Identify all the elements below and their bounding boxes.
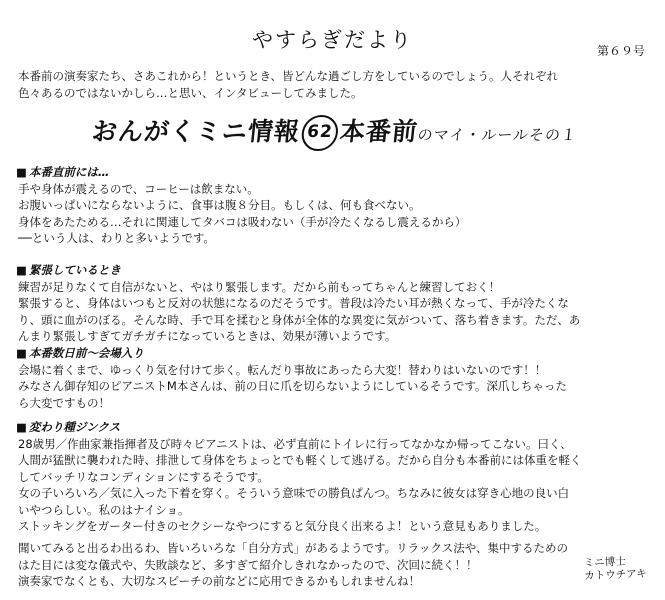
section-line: 28歳男／作曲家兼指揮者及び時々ピアニストは、必ず直前にトイレに行ってなかなか帰ってこない。曰く、 — [18, 436, 572, 451]
author-signature — [584, 555, 647, 583]
section-heading: ■ 緊張しているとき — [16, 263, 121, 277]
section-line: いやつらしい。私のはナイショ。 — [18, 502, 190, 517]
headline-prefix: おんがくミニ情報 — [90, 117, 302, 146]
section-line: 人間が猛獣に襲われた時、排泄して身体をちょっとでも軽くして逃げる。だから自分も本番前には体重を軽く — [18, 453, 582, 467]
signature-title: ミニ博士 — [583, 555, 627, 570]
section-line: ストッキングをガーター付きのセクシーなやつにすると気分良く出来るよ！という意見もありました。 — [18, 519, 547, 533]
headline-number-circle: 62 — [300, 115, 340, 151]
section-line: ら大変ですもの！ — [18, 395, 110, 410]
closing-line: 聞いてみると出るわ出るわ、皆いろいろな「自分方式」があるようです。リラックス法や、集中するための — [18, 541, 569, 555]
section-before-performance — [16, 164, 656, 247]
section-line: みなさん御存知のピアニストM本さんは、前の日に爪を切らないようにしているそうです。深爪しちゃった — [18, 379, 567, 393]
closing-paragraph — [16, 540, 656, 590]
feature-headline — [90, 112, 654, 151]
intro-line: 色々あるのではないかしら…と思い、インタビューしてみました。 — [18, 86, 363, 100]
section-jinx — [16, 419, 656, 535]
closing-line: 演奏家でなくとも、大切なスピーチの前などに応用できるかもしれませんね！ — [18, 574, 421, 588]
section-line: ──という人は、わりと多いようです。 — [18, 231, 215, 245]
intro-paragraph — [18, 68, 654, 102]
section-line: んまり緊張しすぎてガチガチになっているときは、効果が薄いようです。 — [18, 329, 397, 343]
section-line: してバッチリなコンディションにするそうです。 — [18, 469, 269, 484]
signature-name: カトウチアキ — [584, 567, 648, 583]
issue-number: 第６９号 — [596, 44, 645, 58]
closing-line: はた目には変な儀式や、失敗談など、多すぎて紹介しきれなかったので、次回に続く！！ — [18, 557, 478, 572]
section-heading: ■ 本番数日前～会場入り — [16, 346, 144, 360]
section-nervous — [16, 262, 656, 345]
section-line: 練習が足りなくて自信がないと、やはり緊張します。だから前もってちゃんと練習しておく！ — [18, 279, 501, 294]
section-line: 身体をあたためる…それに関連してタバコは吸わない（手が冷たくなるし震えるから） — [18, 214, 467, 229]
section-heading: ■ 本番直前には… — [16, 165, 110, 179]
section-days-before — [16, 345, 656, 411]
intro-line: 本番前の演奏家たち、さあこれから！というとき、皆どんな過ごし方をしているのでしょう。人それぞれ — [18, 69, 559, 83]
headline-main: 本番前 — [338, 117, 420, 146]
section-line: 会場に着くまで、ゆっくり気を付けて歩く。転んだり事故にあったら大変！替わりはいないのです！！ — [18, 362, 547, 377]
section-heading: ■ 変わり種ジンクス — [16, 420, 121, 434]
section-line: 女の子いろいろ／気に入った下着を穿く。そういう意味での勝負ぱんつ。ちなみに彼女は穿き心地の良い白 — [18, 486, 570, 500]
newsletter-title: やすらぎだより — [252, 28, 413, 52]
section-line: り、頭に血がのぼる。そんな時、手で耳を揉むと身体が全体的な異変に気がついて、落ち着きます。ただ、あ — [18, 312, 581, 327]
section-line: お腹いっぱいにならないように、食事は腹８分目。もしくは、何も食べない。 — [18, 198, 421, 212]
section-line: 手や身体が震えるので、コーヒーは飲まない。 — [18, 181, 259, 196]
section-line: 緊張すると、身体はいつもと反対の状態になるのだそうです。普段は冷たい耳が熱くなって、手が冷たくな — [18, 296, 569, 310]
headline-suffix: のマイ・ルールその１ — [416, 126, 579, 144]
